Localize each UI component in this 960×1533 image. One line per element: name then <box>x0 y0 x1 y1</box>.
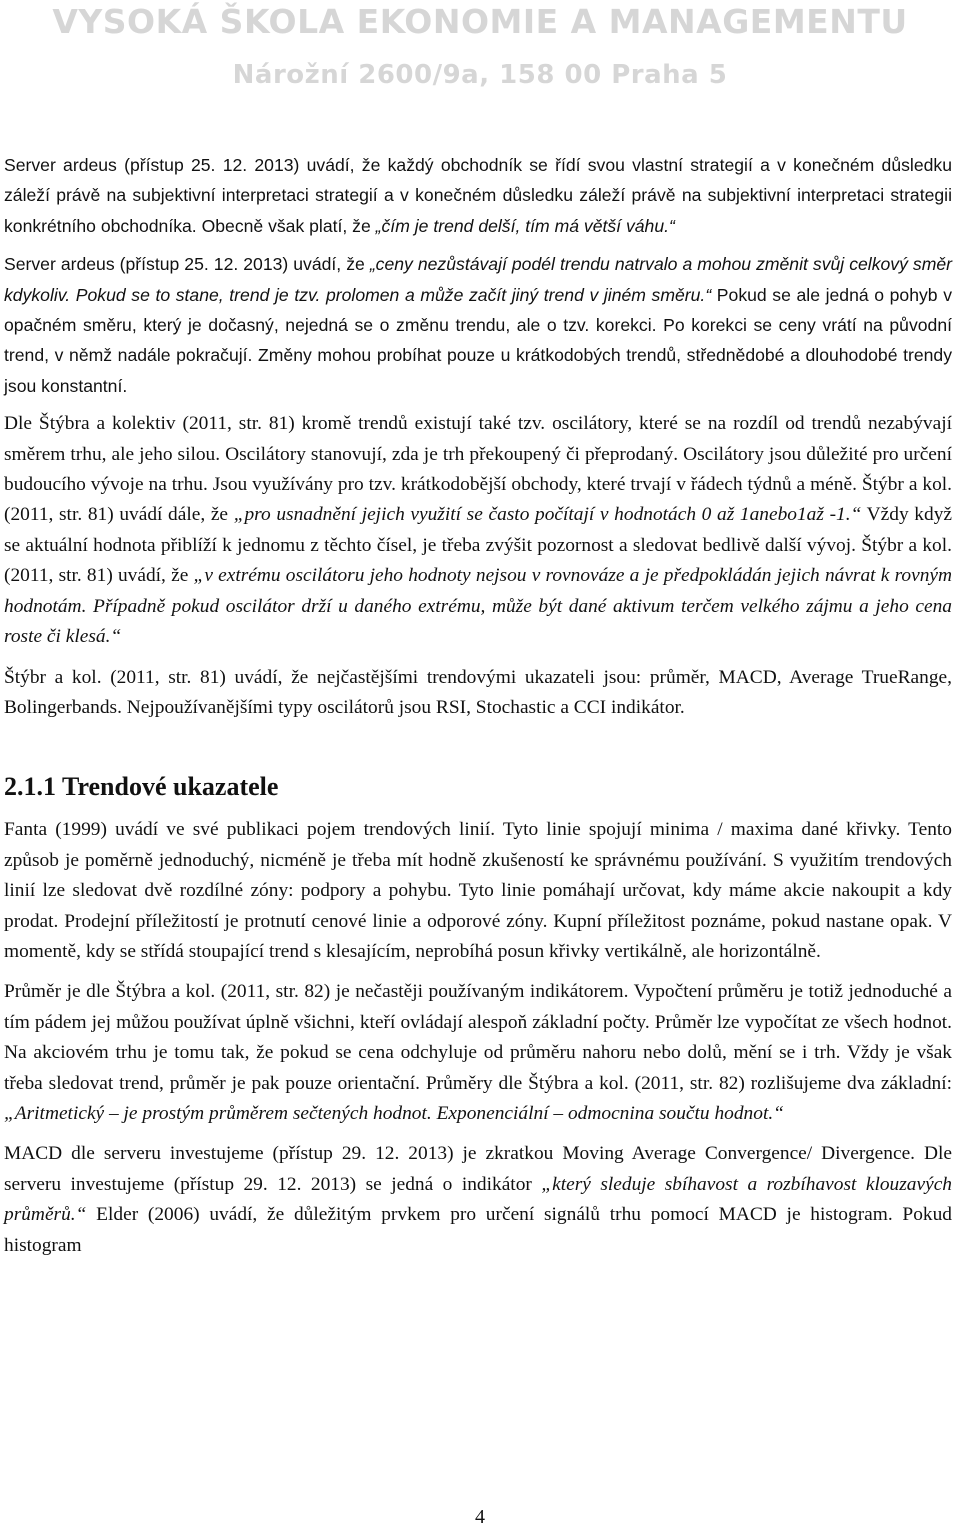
text-run: Server ardeus (přístup 25. 12. 2013) uvádí, že každý obchodník se řídí svou vlastní strategií a v konečném důsledku záleží právě na subjektivní interpretaci strategií a v konečném důsledku záleží právě na subjektivní interpretaci strategii konkrétního obchodníka. Obecně však platí, že <box>4 155 952 236</box>
text-run: Dle Štýbra a kolektiv (2011, str. 81) kromě trendů existují také tzv. oscilátory, které se na rozdíl od trendů nezabývají směrem trhu, ale jeho silou. Oscilátory stanovují, zda je trh překoupený či přeprodaný. Oscilátory jsou důležité pro určení budoucího vývoje na trhu. Jsou využívány pro tzv. krátkodobější obchody, které trvají v řádech týdnů a méně. Štýbr a kol. (2011, str. 81) uvádí dále, že <box>4 413 952 526</box>
quoted-text: „pro usnadnění jejich využití se často počítají v hodnotách 0 až 1anebo1až -1.“ <box>233 504 862 526</box>
text-run: Pokud se ale jedná o pohyb v opačném směru, který je dočasný, nejedná se o změnu trendu, ale o tzv. korekci. Po korekci se ceny vrátí na původní trend, v němž nadále pokračují. Změny mohou probíhat pouze u krátkodobých trendů, střednědobé a dlouhodobé trendy jsou konstantní. <box>4 284 952 396</box>
text-run: Elder (2006) uvádí, že důležitým prvkem pro určení signálů trhu pomocí MACD je histogram. Pokud histogram <box>4 1204 952 1256</box>
quoted-text: „Aritmetický – je prostým průměrem sečtených hodnot. Exponenciální – odmocnina součtu hodnot.“ <box>4 1102 784 1124</box>
text-run: Fanta (1999) uvádí ve své publikaci pojem trendových linií. Tyto linie spojují minima / maxima dané křivky. Tento způsob je poměrně jednoduchý, nicméně je třeba mít hodně zkušeností ke správnému používání. S využitím trendových linií lze sledovat dvě rozdílné zóny: podpory a pohybu. Tyto linie pomáhají určovat, kdy máme akcie nakoupit a kdy prodat. Prodejní příležitostí je protnutí cenové linie a odporové zóny. Kupní příležitost poznáme, pokud nastane opak. V momentě, kdy se střídá stoupající trend s klesajícím, neprobíhá posun křivky vertikálně, ale horizontálně. <box>4 819 952 962</box>
section-heading: 2.1.1 Trendové ukazatele <box>4 772 279 802</box>
paragraph <box>4 663 952 724</box>
text-run: Server ardeus (přístup 25. 12. 2013) uvádí, že <box>4 254 370 275</box>
paragraph <box>4 1139 952 1261</box>
header-address: Nárožní 2600/9a, 158 00 Praha 5 <box>232 60 728 90</box>
quoted-text: „v extrému oscilátoru jeho hodnoty nejsou v rovnováze a je předpokládán jejich návrat k rovným hodnotám. Případně pokud oscilátor drží u daného extrému, může být dané aktivum terčem velkého zájmu a jeho cena roste či klesá.“ <box>4 565 953 648</box>
page-number: 4 <box>475 1506 485 1528</box>
quoted-text: „čím je trend delší, tím má větší váhu.“ <box>375 215 675 236</box>
text-run: MACD dle serveru investujeme (přístup 29. 12. 2013) je zkratkou Moving Average Convergence/ Divergence. Dle serveru investujeme (přístup 29. 12. 2013) se jedná o indikátor <box>4 1143 952 1195</box>
quoted-text: „který sleduje sbíhavost a rozbíhavost klouzavých průměrů.“ <box>4 1173 952 1226</box>
paragraph <box>4 409 952 652</box>
text-run: Štýbr a kol. (2011, str. 81) uvádí, že nejčastějšími trendovými ukazateli jsou: průměr, MACD, Average TrueRange, Bolingerbands. Nejpoužívanějšími typy oscilátorů jsou RSI, Stochastic a CCI indikátor. <box>4 666 952 718</box>
paragraph <box>4 249 952 401</box>
text-run: Průměr je dle Štýbra a kol. (2011, str. 82) je nečastěji používaným indikátorem. Vypočtení průměru je totiž jednoduché a tím pádem jej můžou používat úplně všichni, kteří ovládají alespoň základní počty. Průměr lze vypočítat ze všech hodnot. Na akciovém trhu je tomu tak, že pokud se cena odchyluje od průměru nahoru nebo dolů, mění se i trh. Vždy je však třeba sledovat trend, průměr je pak pouze orientační. Průměry dle Štýbra a kol. (2011, str. 82) rozlišujeme dva základní: <box>4 981 952 1094</box>
header-school-name: VYSOKÁ ŠKOLA EKONOMIE A MANAGEMENTU <box>52 2 908 41</box>
paragraph <box>4 150 952 241</box>
quoted-text: „ceny nezůstávají podél trendu natrvalo a mohou změnit svůj celkový směr kdykoliv. Pokud se to stane, trend je tzv. prolomen a může začít jiný trend v jiném směru.“ <box>4 254 952 305</box>
text-run: Vždy když se aktuální hodnota přiblíží k jednomu z těchto čísel, je třeba zvýšit pozornost a sledovat bedlivě další vývoj. Štýbr a kol. (2011, str. 81) uvádí, že <box>4 504 952 587</box>
paragraph <box>4 977 952 1129</box>
document-body <box>4 150 952 1261</box>
paragraph <box>4 815 952 967</box>
